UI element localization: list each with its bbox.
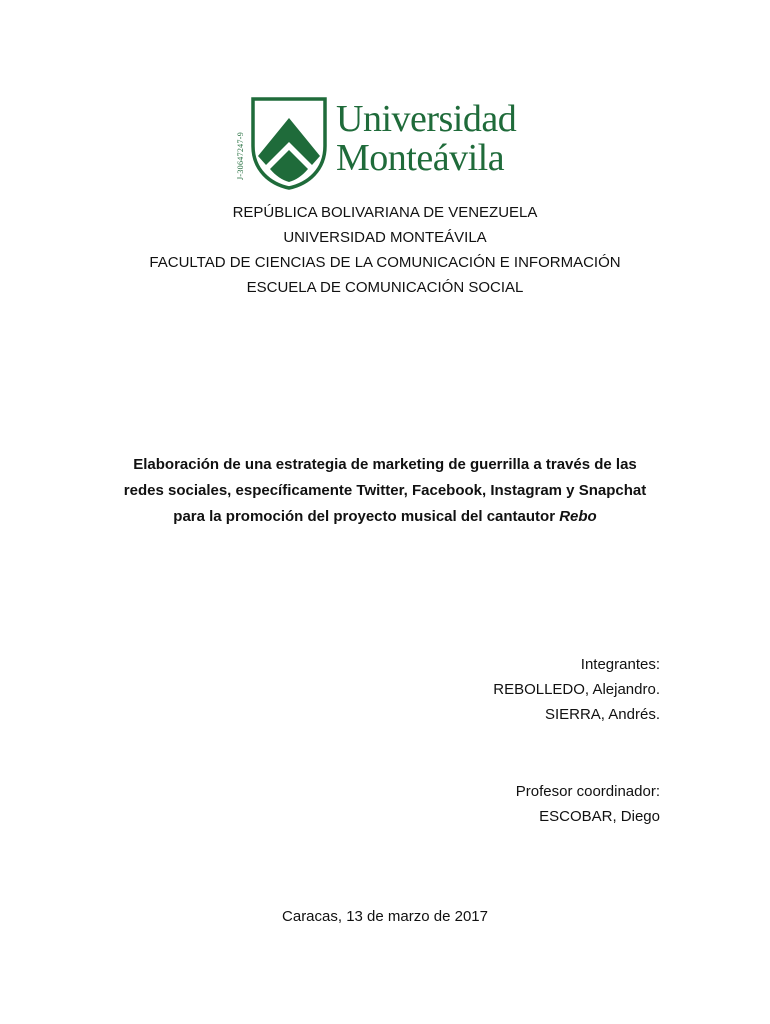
header-line-faculty: FACULTAD DE CIENCIAS DE LA COMUNICACIÓN E INFORMACIÓN bbox=[149, 254, 621, 271]
header-line-school: ESCUELA DE COMUNICACIÓN SOCIAL bbox=[246, 279, 524, 296]
coordinator-label: Profesor coordinador: bbox=[515, 783, 660, 800]
title-artist-name: Rebo bbox=[559, 508, 597, 525]
shield-logo-icon bbox=[250, 96, 328, 190]
header-line-university: UNIVERSIDAD MONTEÁVILA bbox=[283, 229, 487, 246]
members-label: Integrantes: bbox=[580, 656, 660, 673]
coordinator-name: ESCOBAR, Diego bbox=[539, 808, 660, 825]
university-logo bbox=[236, 92, 536, 192]
logo-line-1: Universidad bbox=[336, 98, 517, 140]
title-line-2: redes sociales, específicamente Twitter, Facebook, Instagram y Snapchat bbox=[123, 482, 647, 499]
logo-wordmark bbox=[336, 100, 516, 178]
members-section bbox=[493, 652, 660, 727]
institution-header bbox=[0, 200, 770, 300]
place-and-date: Caracas, 13 de marzo de 2017 bbox=[282, 908, 488, 925]
logo-line-2: Monteávila bbox=[336, 137, 505, 179]
member-name: SIERRA, Andrés. bbox=[544, 706, 660, 723]
coordinator-section bbox=[516, 779, 660, 829]
title-line-3 bbox=[100, 504, 670, 530]
logo-serial-number: J-30647247-9 bbox=[236, 131, 245, 180]
member-name: REBOLLEDO, Alejandro. bbox=[493, 681, 660, 698]
title-line-3-text: para la promoción del proyecto musical del cantautor bbox=[173, 508, 556, 525]
document-title bbox=[100, 452, 670, 530]
header-line-country: REPÚBLICA BOLIVARIANA DE VENEZUELA bbox=[232, 204, 538, 221]
title-line-1: Elaboración de una estrategia de marketing de guerrilla a través de las bbox=[133, 456, 637, 473]
